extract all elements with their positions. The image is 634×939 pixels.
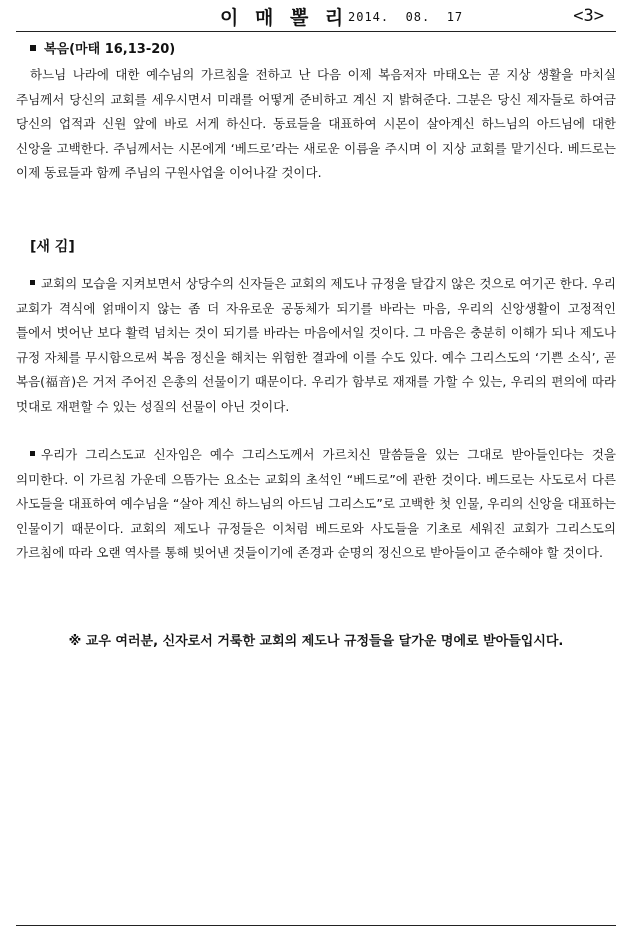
reflection-paragraph-1-text: 교회의 모습을 지켜보면서 상당수의 신자들은 교회의 제도나 규정을 달갑지 않은 것으로 여기곤 한다. 우리 교회가 격식에 얽매이지 않는 좀 더 자유로운 공동체가 되기를 바라는 마음, 우리의 신앙생활이 고정적인 틀에서 벗어난 보다 활력 넘치는 것이 되기를 바라는 마음에서일 것이다. 그 마음은 충분히 이해가 되나 제도나 규정 자체를 무시함으로써 복음 정신을 해치는 위험한 결과에 이를 수도 있다. 예수 그리스도의 ‘기쁜 소식’, 곧 복음(福音)은 거저 주어진 은총의 선물이기 때문이다. 우리가 함부로 재재를 가할 수 있는, 우리의 편의에 따라 멋대로 재편할 수 있는 성질의 선물이 아닌 것이다.	[16, 276, 616, 414]
square-bullet-icon	[30, 280, 35, 285]
bulletin-page	[16, 0, 616, 939]
reflection-paragraph-1	[16, 272, 616, 419]
reflection-heading: [새 김]	[30, 239, 75, 255]
page-number: <3>	[573, 6, 604, 26]
issue-date: 2014. 08. 17	[348, 10, 464, 24]
footer-divider	[16, 925, 616, 926]
closing-exhortation: ※ 교우 여러분, 신자로서 거룩한 교회의 제도나 규정들을 달가운 명에로 받아들입시다.	[68, 634, 564, 649]
square-bullet-icon	[30, 451, 35, 456]
masthead-title: 이 매 뽈 리	[220, 7, 349, 29]
gospel-reference-text: 복음(마태 16,13-20)	[44, 42, 176, 57]
gospel-summary-paragraph: 하느님 나라에 대한 예수님의 가르침을 전하고 난 다음 이제 복음저자 마태오는 곧 지상 생활을 마치실 주님께서 당신의 교회를 세우시면서 미래를 어떻게 준비하고 계신 지 밝혀준다. 그분은 당신 제자들로 하여금 당신의 업적과 신원 앞에 바로 서게 하신다. 동료들을 대표하여 시몬이 살아계신 하느님의 아드님에 대한 신앙을 고백한다. 주님께서는 시몬에게 ‘베드로’라는 새로운 이름을 주시며 이 지상 교회를 맡기신다. 베드로는 이제 동료들과 함께 주님의 구원사업을 이어나갈 것이다.	[16, 67, 616, 180]
page-header	[16, 0, 616, 32]
square-bullet-icon	[30, 45, 36, 51]
gospel-reference-heading	[30, 38, 175, 57]
reflection-paragraph-2	[16, 443, 616, 566]
reflection-paragraph-2-text: 우리가 그리스도교 신자임은 예수 그리스도께서 가르치신 말씀들을 있는 그대로 받아들인다는 것을 의미한다. 이 가르침 가운데 으뜸가는 요소는 교회의 초석인 “베드로”에 관한 것이다. 베드로는 사도로서 다른 사도들을 대표하여 예수님을 “살아 계신 하느님의 아드님 그리스도”로 고백한 첫 인물, 우리의 신앙을 대표하는 인물이기 때문이다. 교회의 제도나 규정들은 이처럼 베드로와 사도들을 기초로 세워진 교회가 그리스도의 가르침에 따라 오랜 역사를 통해 빚어낸 것들이기에 존경과 순명의 정신으로 받아들이고 준수해야 할 것이다.	[16, 447, 616, 560]
